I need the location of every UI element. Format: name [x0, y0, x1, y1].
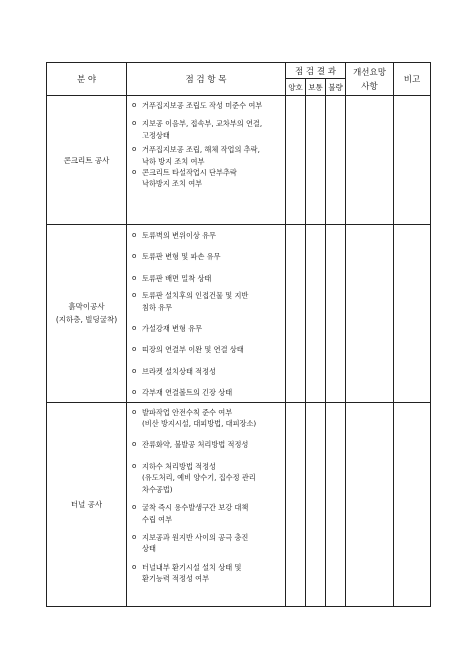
header-improvement-line2: 사항: [361, 82, 378, 92]
check-item: [132, 167, 281, 190]
note-cell[interactable]: [394, 402, 431, 606]
header-inspection-result: 점 검 결 과: [286, 63, 346, 79]
category-cell: [47, 96, 127, 225]
bullet-icon: o: [132, 291, 137, 300]
category-cell: [47, 225, 127, 403]
category-label: 터널 공사: [70, 499, 103, 509]
check-item: [132, 144, 281, 167]
item-text: 낙하방지 조치 여부: [142, 179, 203, 189]
item-text: 가설강재 변형 유무: [142, 324, 203, 334]
bullet-icon: o: [132, 101, 137, 109]
result-normal-cell[interactable]: [306, 402, 326, 606]
check-item: [132, 323, 281, 334]
header-result-good: 양호: [286, 79, 306, 96]
header-field: 분 야: [47, 63, 127, 96]
item-text: 지보공과 원지반 사이의 공극 충진: [142, 532, 249, 542]
check-item: [132, 562, 281, 585]
item-text: 띠장의 연결부 이완 및 연결 상태: [142, 345, 244, 355]
check-item: [132, 251, 281, 262]
section-row-earth-retaining: [47, 225, 431, 403]
check-item: [132, 532, 281, 555]
item-text: 고정상태: [142, 130, 170, 140]
item-text: 콘크리트 타설작업시 단부추락: [142, 168, 237, 178]
item-text: 낙하 방지 조치 여부: [142, 156, 205, 166]
item-text: 차수공법): [142, 484, 173, 494]
item-text: (유도처리, 예비 양수기, 집수정 관리: [142, 473, 256, 483]
bullet-icon: o: [132, 231, 137, 239]
item-text: 토류판 배면 밀착 상태: [142, 273, 212, 283]
bullet-icon: o: [132, 503, 137, 512]
check-item: [132, 290, 281, 313]
header-result-normal: 보통: [306, 79, 326, 96]
items-cell: [127, 96, 286, 225]
item-text: 토류벽의 변위이상 유무: [142, 231, 217, 240]
item-text: 발파작업 안전수칙 준수 여부: [142, 407, 233, 417]
category-cell: [47, 402, 127, 606]
check-item: [132, 230, 281, 241]
header-note: 비고: [394, 63, 431, 96]
item-text: 지하수 처리방법 적정성: [142, 461, 217, 471]
improvement-cell[interactable]: [346, 225, 394, 403]
item-text: (비산 방지시설, 대피방법, 대피장소): [142, 419, 257, 429]
result-bad-cell[interactable]: [326, 402, 346, 606]
improvement-cell[interactable]: [346, 402, 394, 606]
bullet-icon: o: [132, 273, 137, 282]
item-text: 브라켓 설치상태 적정성: [142, 366, 217, 376]
header-improvement-line1: 개선요망: [353, 68, 386, 78]
item-text: 상태: [142, 544, 156, 554]
bullet-icon: o: [132, 145, 137, 154]
result-good-cell[interactable]: [286, 96, 306, 225]
result-bad-cell[interactable]: [326, 225, 346, 403]
item-text: 터널내부 환기시설 설치 상태 및: [142, 562, 242, 572]
note-cell[interactable]: [394, 225, 431, 403]
check-item: [132, 344, 281, 355]
bullet-icon: o: [132, 119, 137, 128]
check-item: [132, 407, 281, 430]
bullet-icon: o: [132, 366, 137, 375]
improvement-cell[interactable]: [346, 96, 394, 225]
bullet-icon: o: [132, 407, 137, 416]
check-item: [132, 273, 281, 284]
check-item: [132, 366, 281, 377]
item-text: 침하 유무: [142, 302, 173, 312]
item-text: 수립 여부: [142, 514, 173, 524]
bullet-icon: o: [132, 388, 137, 397]
check-item: [132, 387, 281, 398]
bullet-icon: o: [132, 168, 137, 177]
item-text: 토류판 변형 및 파손 유무: [142, 252, 221, 262]
header-inspection-items: 점 검 항 목: [127, 63, 286, 96]
item-text: 굴착 즉시 용수발생구간 보강 대책: [142, 503, 249, 513]
result-normal-cell[interactable]: [306, 225, 326, 403]
header-improvement: [346, 63, 394, 96]
item-text: 토류판 설치후의 인접건물 및 지반: [142, 291, 249, 301]
item-text: 각부재 연결볼트의 긴장 상태: [142, 388, 233, 398]
result-normal-cell[interactable]: [306, 96, 326, 225]
bullet-icon: o: [132, 562, 137, 571]
bullet-icon: o: [132, 252, 137, 261]
category-label: 흙막이공사: [68, 302, 105, 312]
bullet-icon: o: [132, 440, 137, 449]
check-item: [132, 439, 281, 450]
inspection-checklist-table: [46, 62, 431, 607]
items-cell: [127, 402, 286, 606]
note-cell[interactable]: [394, 96, 431, 225]
check-item: [132, 100, 281, 111]
section-row-concrete: [47, 96, 431, 225]
item-text: 잔류화약, 불발공 처리방법 적정성: [142, 440, 249, 450]
bullet-icon: o: [132, 532, 137, 541]
result-good-cell[interactable]: [286, 225, 306, 403]
result-bad-cell[interactable]: [326, 96, 346, 225]
header-result-bad: 불량: [326, 79, 346, 96]
items-cell: [127, 225, 286, 403]
check-item: [132, 118, 281, 141]
bullet-icon: o: [132, 461, 137, 470]
check-item: [132, 502, 281, 525]
bullet-icon: o: [132, 345, 137, 354]
bullet-icon: o: [132, 324, 137, 333]
category-label: (지하층, 빌딩굴착): [55, 315, 118, 325]
check-item: [132, 461, 281, 495]
item-text: 지보공 이음부, 접속부, 교차부의 연결,: [142, 119, 263, 129]
section-row-tunnel: [47, 402, 431, 606]
category-label: 콘크리트 공사: [63, 155, 110, 165]
item-text: 환기능력 적정성 여부: [142, 574, 210, 584]
item-text: 거푸집지보공 조립도 작성 미준수 여부: [142, 101, 263, 110]
result-good-cell[interactable]: [286, 402, 306, 606]
item-text: 거푸집지보공 조립, 해체 작업의 추락,: [142, 145, 260, 155]
